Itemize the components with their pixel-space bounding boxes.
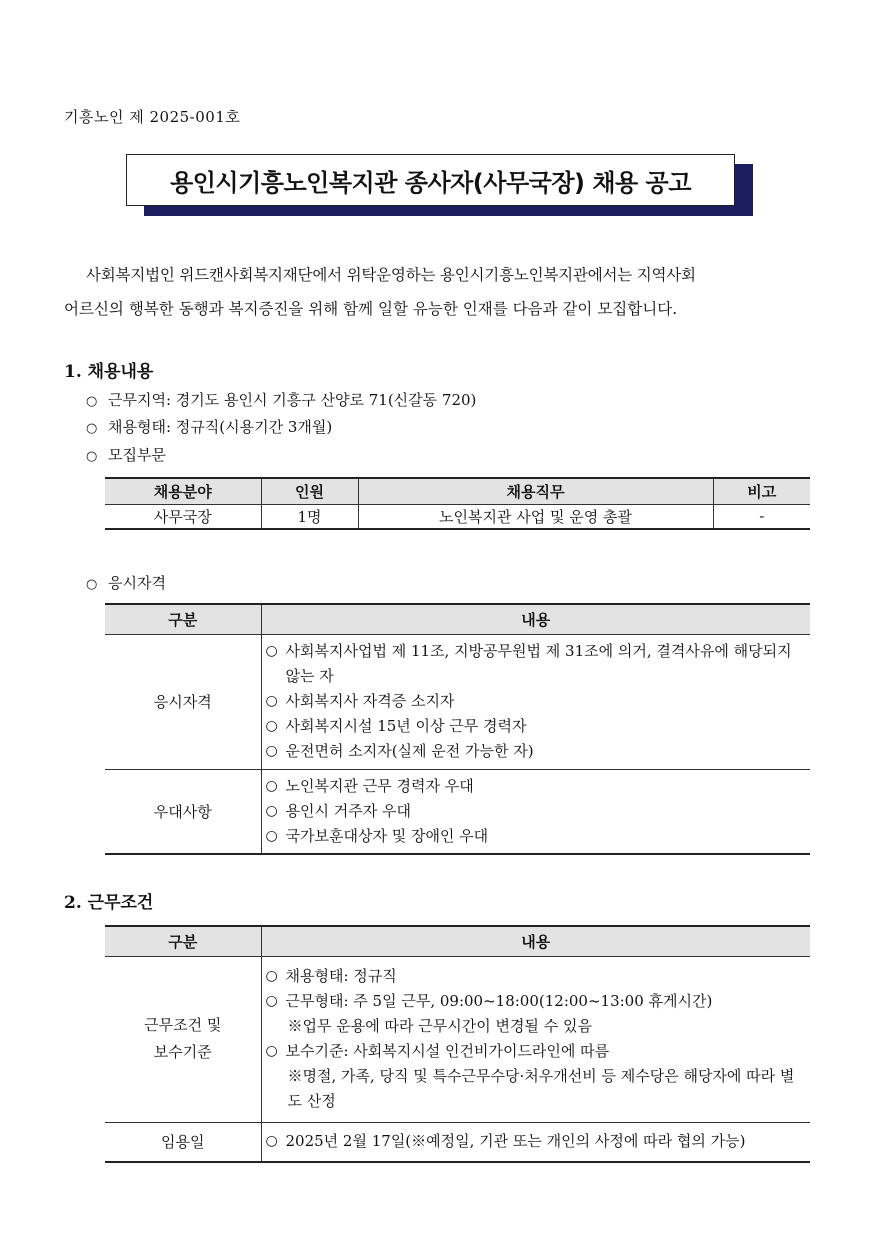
- section-1-heading: 1. 채용내용: [64, 362, 154, 382]
- bullet-mark: ○: [86, 421, 98, 436]
- bullet-text: 근무지역: 경기도 용인시 기흥구 산양로 71(신갈동 720): [108, 391, 477, 409]
- header-duty: 채용직무: [358, 478, 713, 504]
- bullet-mark: ○: [86, 449, 98, 464]
- cell-count: 1명: [261, 504, 358, 529]
- list-item: ○ 채용형태: 정규직: [265, 967, 397, 985]
- list-item: ○ 사회복지시설 15년 이상 근무 경력자: [265, 717, 527, 735]
- header-content: 내용: [261, 604, 810, 634]
- section-2-heading: 2. 근무조건: [64, 893, 154, 913]
- row-content: [261, 1122, 810, 1162]
- row-content: [261, 769, 810, 854]
- list-item: ○ 근무형태: 주 5일 근무, 09:00~18:00(12:00~13:00 휴게시간): [265, 992, 713, 1010]
- header-category: 구분: [105, 926, 261, 956]
- row-label-line-2: 보수기준: [153, 1043, 212, 1061]
- intro-line-2: 어르신의 행복한 동행과 복지증진을 위해 함께 일할 유능한 인재를 다음과 같이 모집합니다.: [64, 300, 678, 318]
- table-row: [105, 769, 810, 854]
- cell-remark: -: [713, 504, 810, 529]
- list-item: ○ 사회복지사업법 제 11조, 지방공무원법 제 31조에 의거, 결격사유에 해당되지 않는 자: [265, 642, 792, 685]
- header-field: 채용분야: [105, 478, 261, 504]
- header-category: 구분: [105, 604, 261, 634]
- note-item: ※명절, 가족, 당직 및 특수근무수당·처우개선비 등 제수당은 해당자에 따라 별도 산정: [287, 1067, 795, 1110]
- row-label: [105, 956, 261, 1122]
- row-label-line-1: 근무조건 및: [144, 1016, 222, 1034]
- list-item: ○ 보수기준: 사회복지시설 인건비가이드라인에 따름: [265, 1042, 610, 1060]
- qualification-table: [105, 603, 810, 855]
- table-row: [105, 956, 810, 1122]
- header-count: 인원: [261, 478, 358, 504]
- bullet-work-location: [86, 389, 476, 410]
- row-label: 우대사항: [105, 769, 261, 854]
- bullet-mark: ○: [86, 577, 98, 592]
- bullet-recruit-field: [86, 444, 166, 465]
- table-row: [105, 634, 810, 769]
- table-row: [105, 1122, 810, 1162]
- list-item: ○ 국가보훈대상자 및 장애인 우대: [265, 826, 489, 845]
- bullet-text: 채용형태: 정규직(시용기간 3개월): [108, 418, 333, 436]
- bullet-mark: ○: [86, 394, 98, 409]
- header-content: 내용: [261, 926, 810, 956]
- header-remark: 비고: [713, 478, 810, 504]
- title-banner: [126, 154, 753, 216]
- row-label: 응시자격: [105, 634, 261, 769]
- row-content: [261, 634, 810, 769]
- intro-paragraph: [64, 258, 820, 326]
- cell-duty: 노인복지관 사업 및 운영 총괄: [358, 504, 713, 529]
- intro-line-1: 사회복지법인 위드캔사회복지재단에서 위탁운영하는 용인시기흥노인복지관에서는 지역사회: [86, 266, 696, 284]
- bullet-qualification: [86, 572, 166, 593]
- document-number: 기흥노인 제 2025-001호: [64, 108, 241, 126]
- bullet-text: 응시자격: [108, 574, 166, 592]
- bullet-employment-type: [86, 416, 332, 437]
- recruit-table: [105, 477, 810, 530]
- list-item: ○ 노인복지관 근무 경력자 우대: [265, 776, 474, 795]
- list-item: ○ 2025년 2월 17일(※예정일, 기관 또는 개인의 사정에 따라 협의 가능): [265, 1132, 746, 1151]
- list-item: ○ 운전면허 소지자(실제 운전 가능한 자): [265, 742, 534, 760]
- note-item: ※업무 운용에 따라 근무시간이 변경될 수 있음: [287, 1017, 592, 1035]
- bullet-text: 모집부문: [108, 446, 166, 464]
- working-conditions-table: [105, 925, 810, 1163]
- row-label: 임용일: [105, 1122, 261, 1162]
- page-title: 용인시기흥노인복지관 종사자(사무국장) 채용 공고: [126, 154, 735, 206]
- cell-field: 사무국장: [105, 504, 261, 529]
- list-item: ○ 사회복지사 자격증 소지자: [265, 692, 455, 710]
- row-content: [261, 956, 810, 1122]
- list-item: ○ 용인시 거주자 우대: [265, 801, 411, 820]
